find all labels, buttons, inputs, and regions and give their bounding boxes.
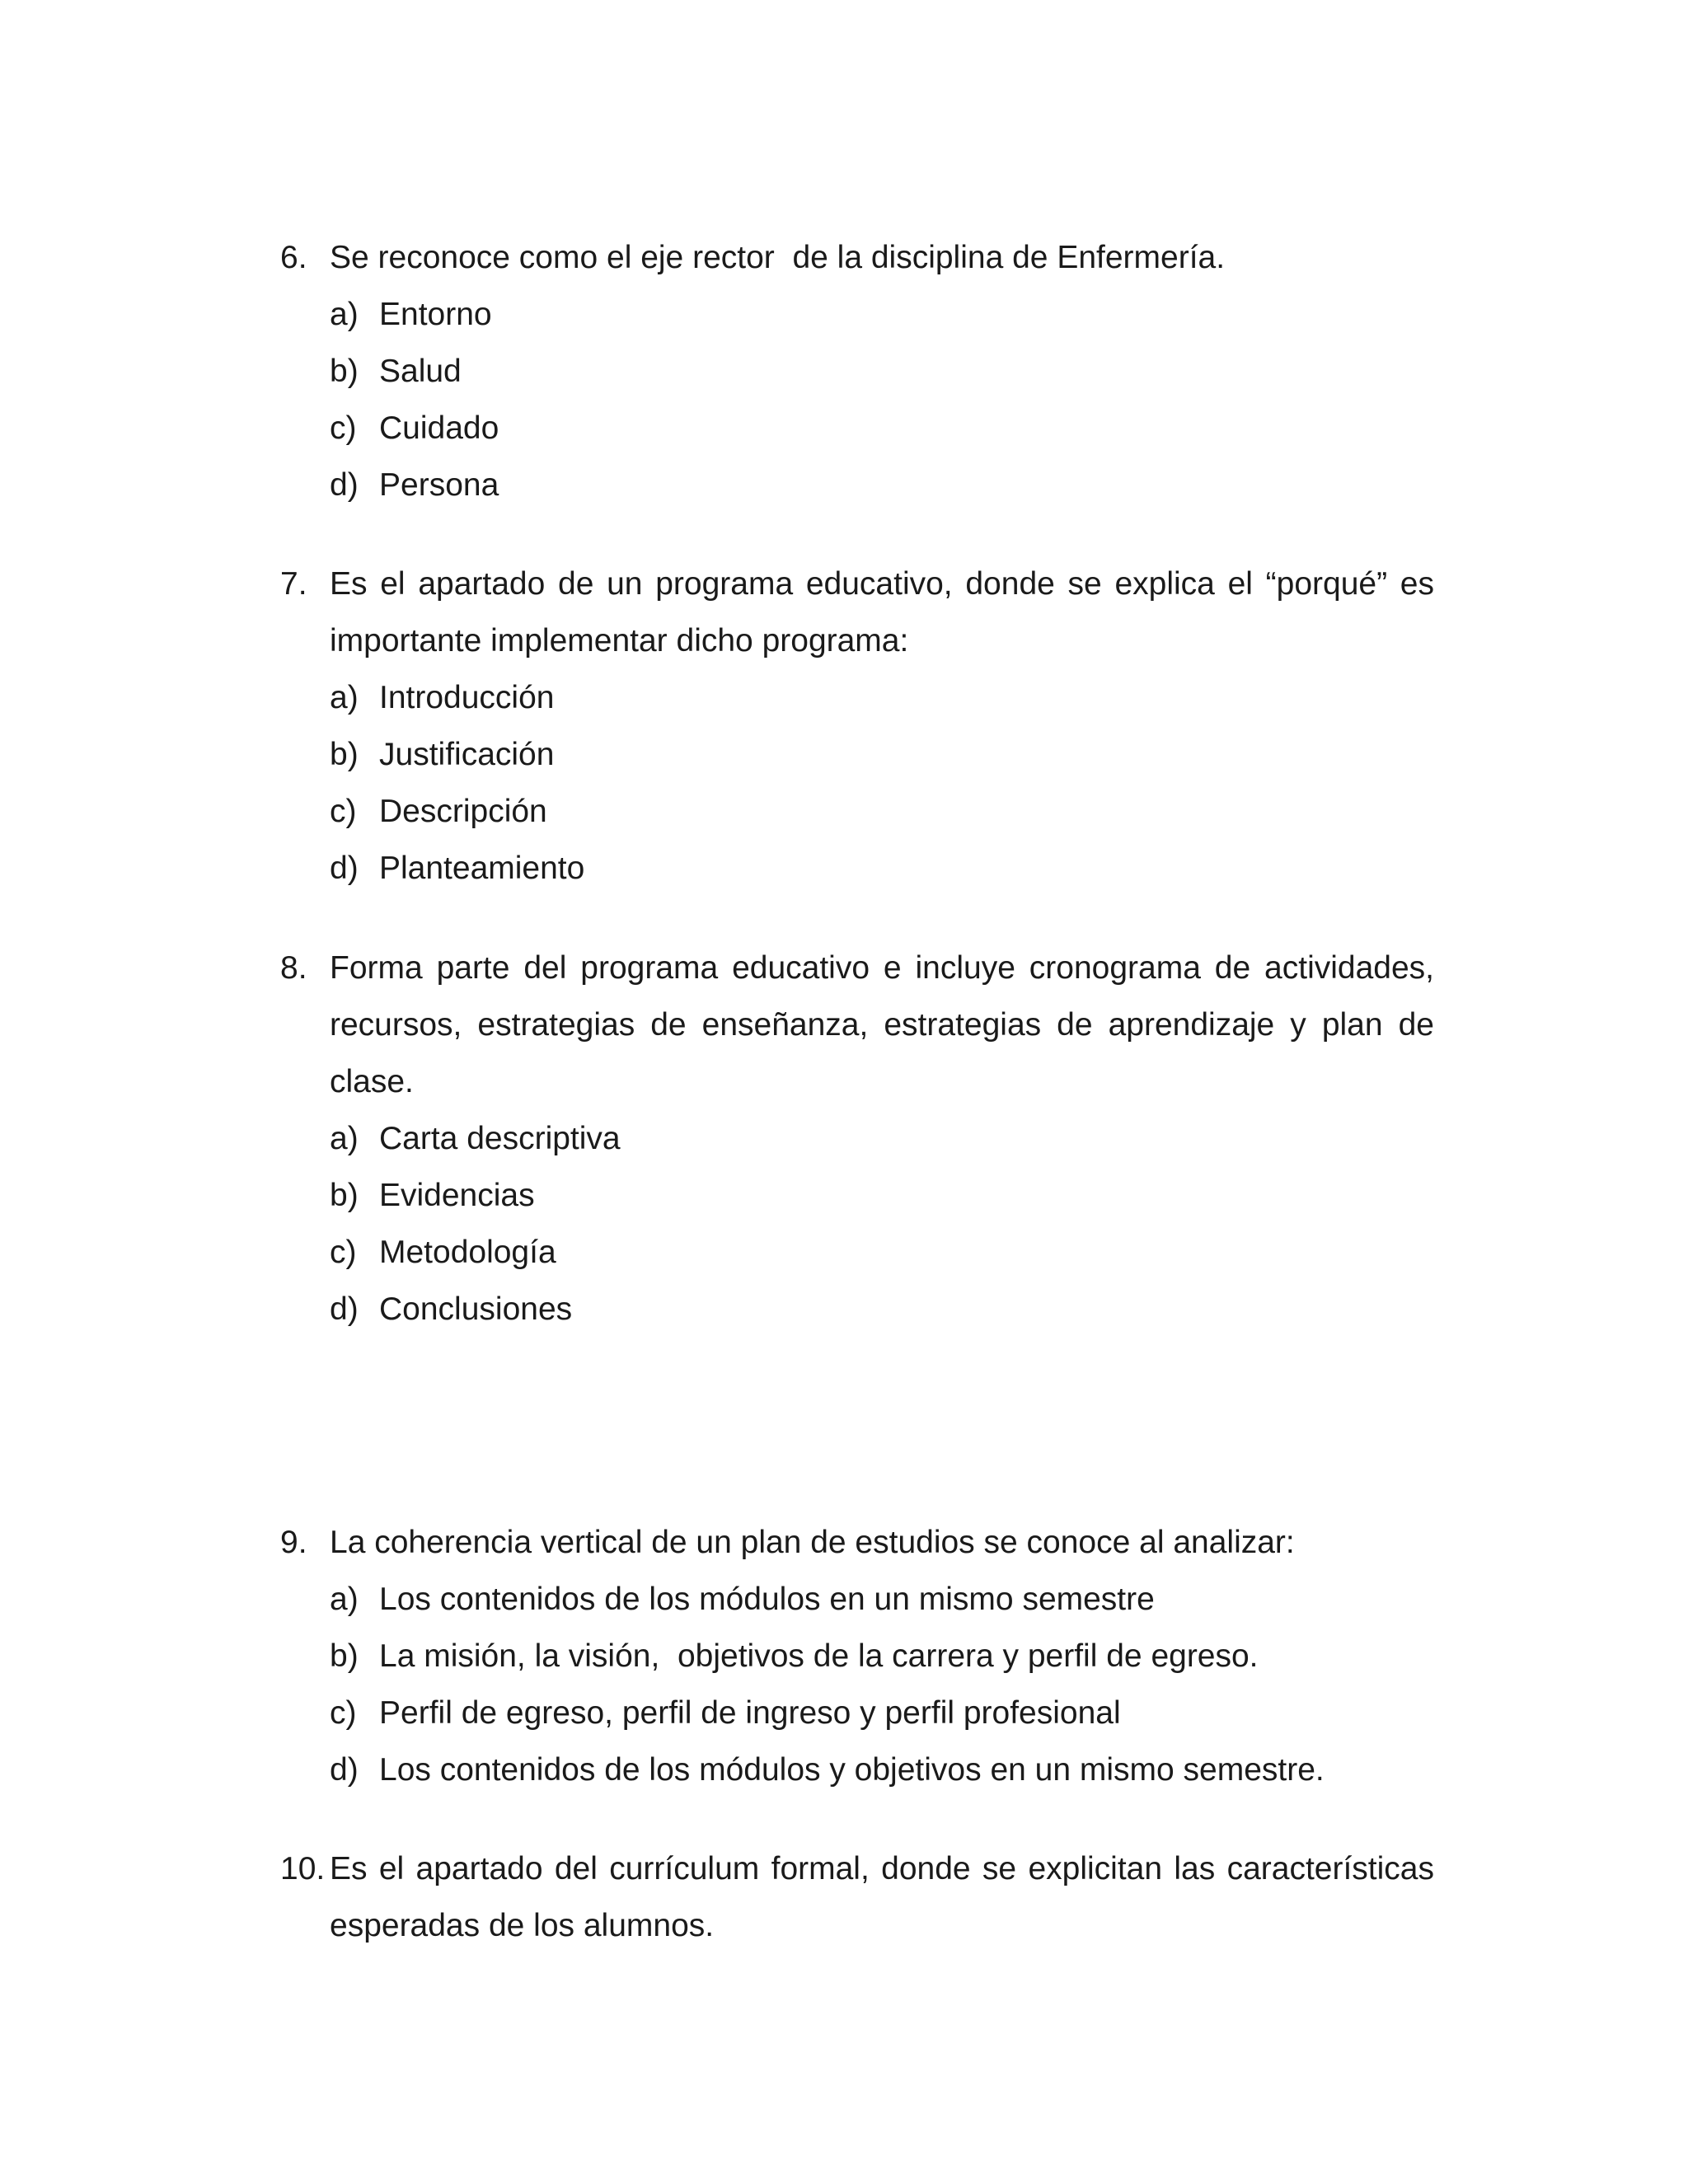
option-text: Cuidado [379, 410, 499, 446]
option-b [330, 726, 1434, 783]
question-number: 6. [280, 240, 307, 275]
option-letter: a) [330, 680, 359, 715]
option-list [280, 286, 1434, 513]
question-header [280, 1840, 1434, 1954]
option-letter: a) [330, 297, 359, 332]
option-c [330, 1224, 1434, 1281]
question-text: La coherencia vertical de un plan de estudios se conoce al analizar: [330, 1525, 1295, 1560]
option-text: Los contenidos de los módulos y objetivos en un mismo semestre. [379, 1752, 1325, 1788]
question-7 [280, 555, 1434, 897]
option-a [330, 286, 1434, 343]
question-10 [280, 1840, 1434, 1954]
question-text: Es el apartado de un programa educativo, donde se explica el “porqué” es importante implementar dicho programa: [330, 566, 1434, 658]
option-list [280, 1110, 1434, 1338]
option-text: Evidencias [379, 1178, 535, 1213]
option-text: La misión, la visión, objetivos de la carrera y perfil de egreso. [379, 1638, 1259, 1674]
option-letter: d) [330, 1752, 359, 1788]
option-a [330, 1110, 1434, 1167]
question-number: 8. [280, 950, 307, 986]
question-6 [280, 229, 1434, 513]
question-text: Se reconoce como el eje rector de la disciplina de Enfermería. [330, 240, 1226, 275]
option-text: Conclusiones [379, 1291, 573, 1327]
option-c [330, 783, 1434, 840]
option-letter: b) [330, 354, 359, 389]
option-letter: d) [330, 1291, 359, 1327]
option-text: Los contenidos de los módulos en un mismo semestre [379, 1582, 1155, 1617]
option-letter: c) [330, 1235, 357, 1270]
option-text: Metodología [379, 1235, 556, 1270]
option-text: Introducción [379, 680, 555, 715]
option-d [330, 1281, 1434, 1338]
option-letter: d) [330, 467, 359, 503]
question-header [280, 1514, 1434, 1571]
option-letter: a) [330, 1121, 359, 1156]
option-text: Salud [379, 354, 462, 389]
question-number: 7. [280, 566, 307, 602]
question-text: Es el apartado del currículum formal, donde se explicitan las características esperadas de los alumnos. [330, 1851, 1434, 1943]
option-d [330, 840, 1434, 897]
option-letter: c) [330, 410, 357, 446]
option-letter: c) [330, 1695, 357, 1731]
option-letter: b) [330, 1178, 359, 1213]
option-b [330, 1167, 1434, 1224]
option-text: Persona [379, 467, 499, 503]
option-letter: b) [330, 1638, 359, 1674]
option-letter: a) [330, 1582, 359, 1617]
question-number: 9. [280, 1525, 307, 1560]
option-text: Carta descriptiva [379, 1121, 621, 1156]
option-letter: c) [330, 794, 357, 829]
option-c [330, 400, 1434, 457]
question-text: Forma parte del programa educativo e incluye cronograma de actividades, recursos, estrategias de enseñanza, estrategias de aprendizaje y plan de clase. [330, 950, 1434, 1099]
question-8 [280, 940, 1434, 1338]
option-letter: b) [330, 737, 359, 772]
option-text: Justificación [379, 737, 555, 772]
option-d [330, 457, 1434, 513]
option-a [330, 1571, 1434, 1628]
option-list [280, 1571, 1434, 1798]
option-letter: d) [330, 851, 359, 886]
question-header [280, 229, 1434, 286]
question-header [280, 940, 1434, 1110]
option-text: Planteamiento [379, 851, 585, 886]
option-text: Descripción [379, 794, 547, 829]
question-number: 10. [280, 1851, 326, 1886]
option-list [280, 669, 1434, 897]
option-d [330, 1741, 1434, 1798]
option-c [330, 1685, 1434, 1741]
option-text: Perfil de egreso, perfil de ingreso y perfil profesional [379, 1695, 1121, 1731]
option-b [330, 343, 1434, 400]
question-9 [280, 1514, 1434, 1798]
option-a [330, 669, 1434, 726]
option-text: Entorno [379, 297, 492, 332]
option-b [330, 1628, 1434, 1685]
question-header [280, 555, 1434, 669]
